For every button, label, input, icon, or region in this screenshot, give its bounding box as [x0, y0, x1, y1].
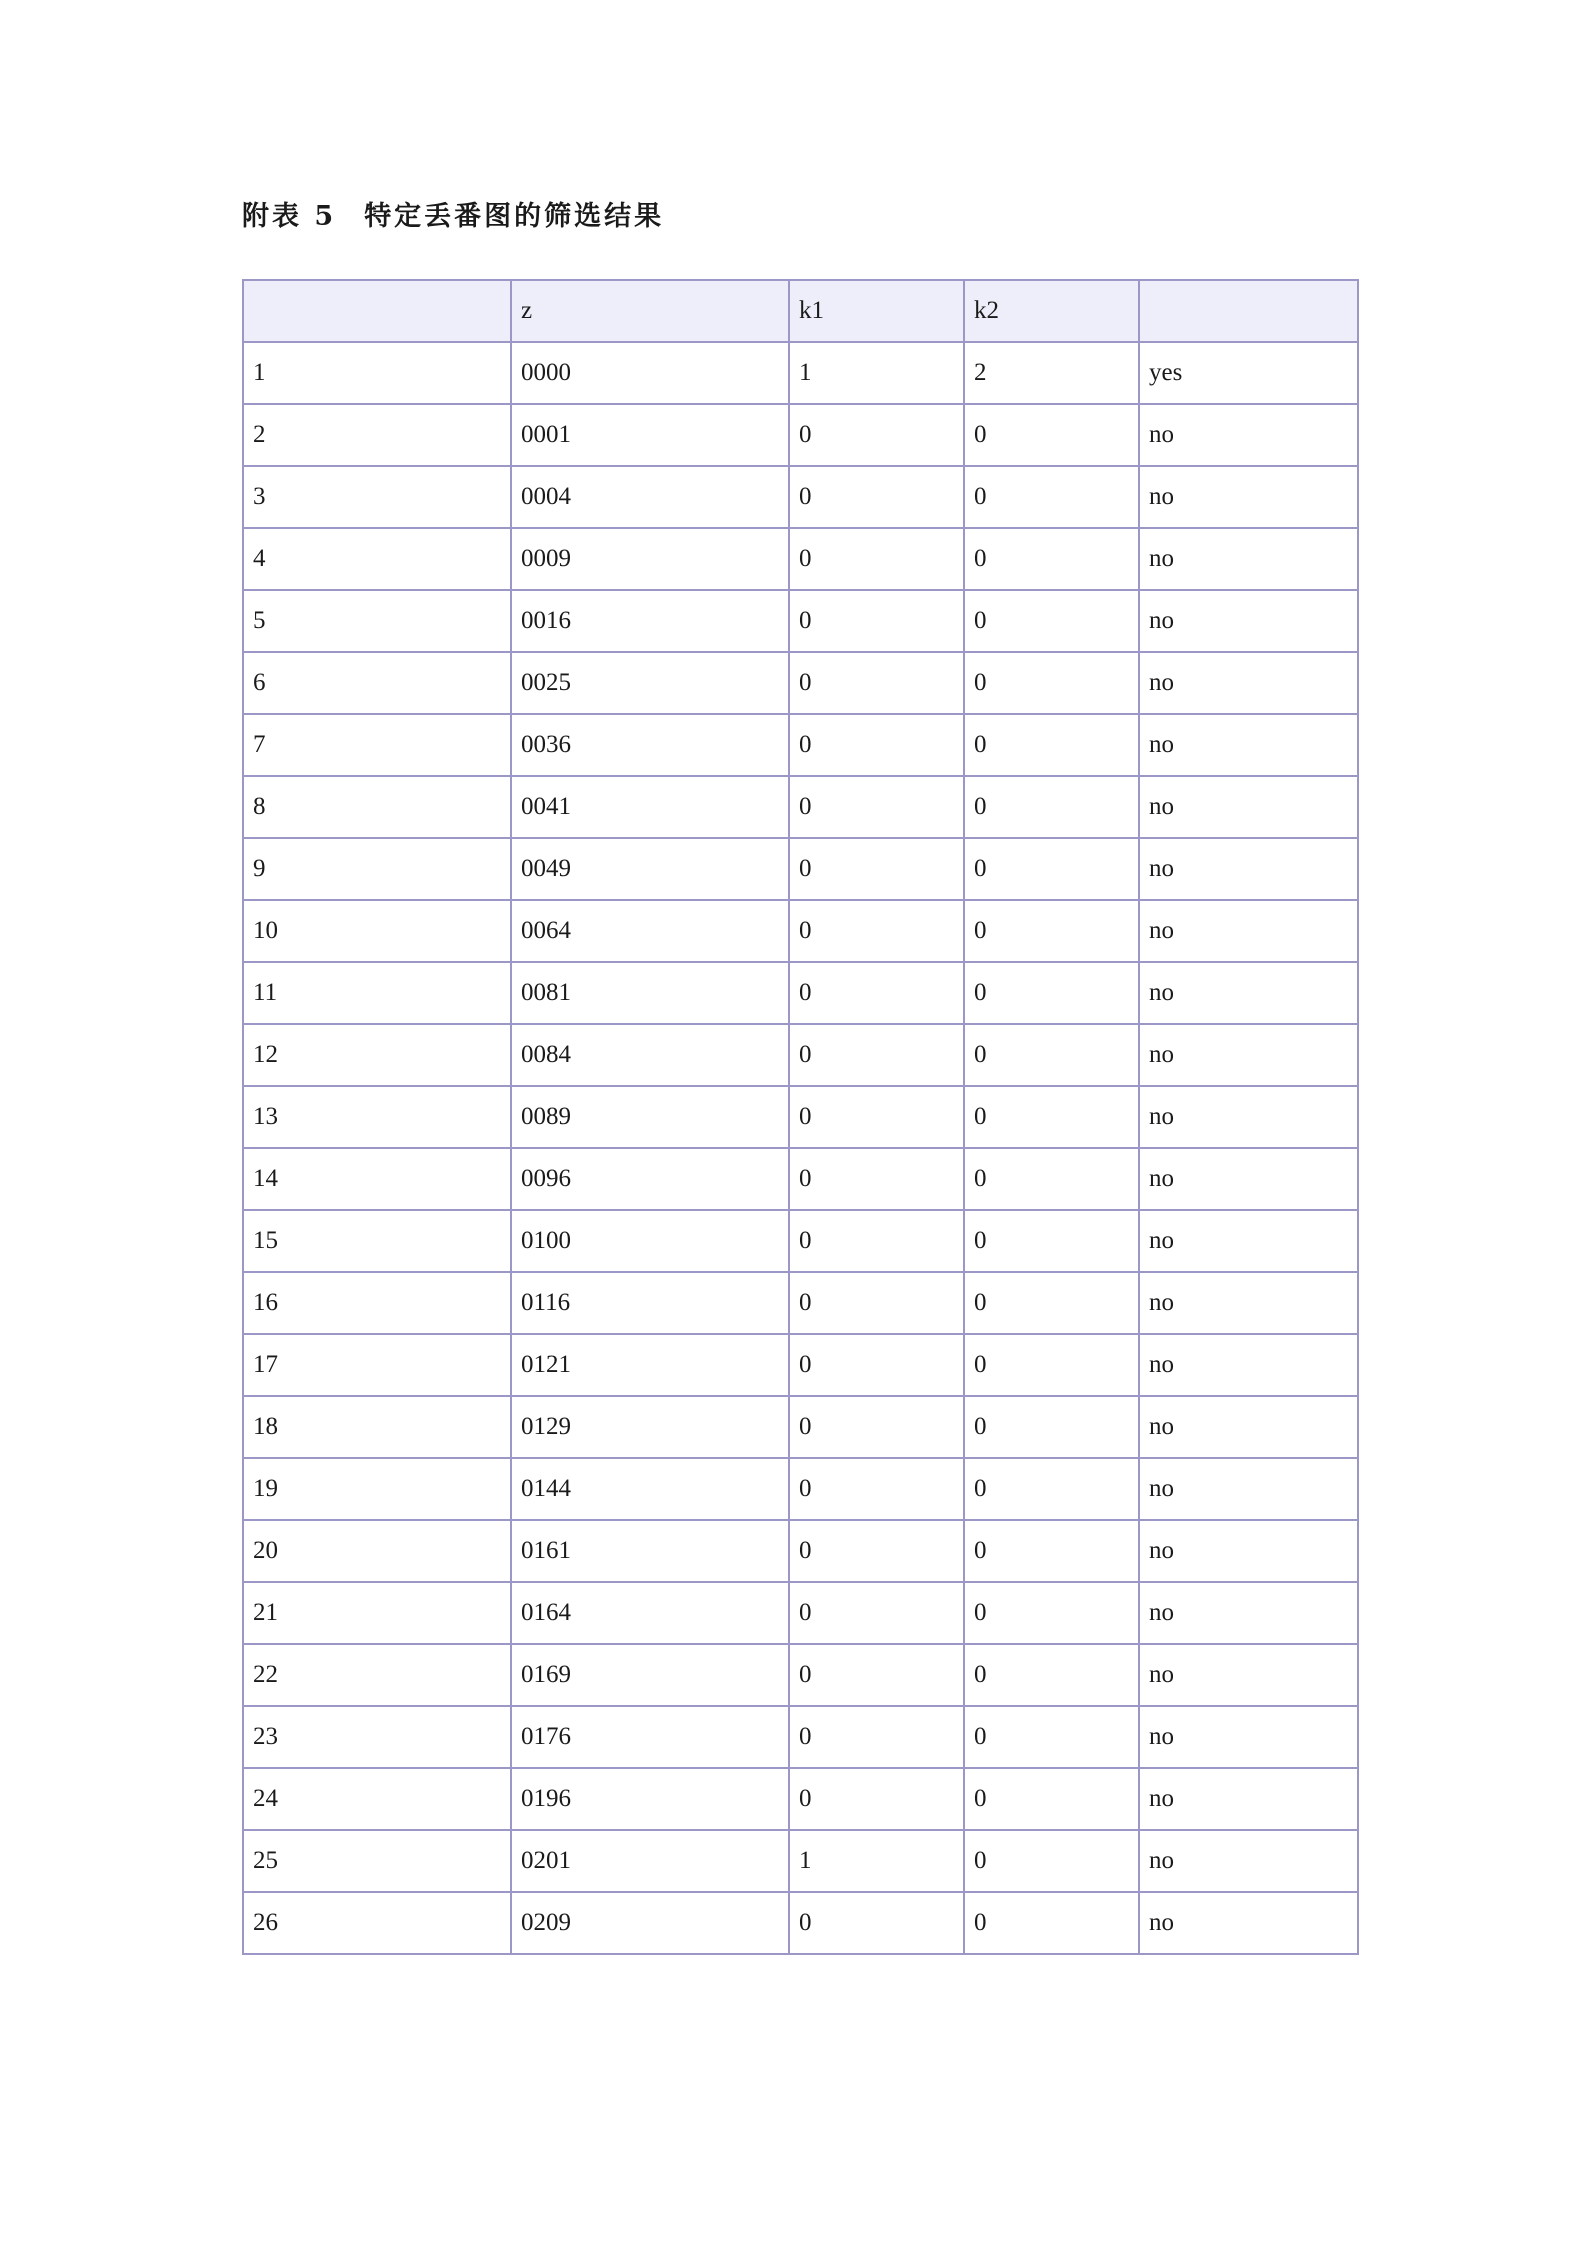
table-row [243, 1210, 1358, 1272]
z-cell: 0209 [511, 1892, 789, 1954]
k2-cell: 0 [964, 590, 1139, 652]
z-cell: 0009 [511, 528, 789, 590]
result-cell: no [1139, 1768, 1358, 1830]
table-row [243, 1582, 1358, 1644]
table-row [243, 1024, 1358, 1086]
result-cell: yes [1139, 342, 1358, 404]
result-cell: no [1139, 1210, 1358, 1272]
z-cell: 0049 [511, 838, 789, 900]
k2-cell: 0 [964, 1830, 1139, 1892]
z-cell: 0064 [511, 900, 789, 962]
k1-cell: 0 [789, 1892, 964, 1954]
index-cell: 20 [243, 1520, 511, 1582]
table-row [243, 1520, 1358, 1582]
k1-cell: 0 [789, 776, 964, 838]
table-row [243, 1396, 1358, 1458]
k1-cell: 0 [789, 838, 964, 900]
header-cell-z: z [511, 280, 789, 342]
table-row [243, 1148, 1358, 1210]
index-cell: 16 [243, 1272, 511, 1334]
table-number: 附表 5 [242, 201, 337, 232]
index-cell: 11 [243, 962, 511, 1024]
k1-cell: 0 [789, 1582, 964, 1644]
k2-cell: 0 [964, 1706, 1139, 1768]
table-title: 特定丢番图的筛选结果 [364, 201, 665, 232]
header-cell-k1: k1 [789, 280, 964, 342]
k1-cell: 0 [789, 714, 964, 776]
k2-cell: 0 [964, 1520, 1139, 1582]
k1-cell: 0 [789, 466, 964, 528]
result-cell: no [1139, 1396, 1358, 1458]
z-cell: 0161 [511, 1520, 789, 1582]
table-row [243, 714, 1358, 776]
result-cell: no [1139, 776, 1358, 838]
index-cell: 18 [243, 1396, 511, 1458]
k1-cell: 0 [789, 1644, 964, 1706]
index-cell: 26 [243, 1892, 511, 1954]
index-cell: 5 [243, 590, 511, 652]
k2-cell: 0 [964, 1086, 1139, 1148]
k1-cell: 0 [789, 1520, 964, 1582]
header-cell-index [243, 280, 511, 342]
k1-cell: 0 [789, 404, 964, 466]
result-cell: no [1139, 1086, 1358, 1148]
result-cell: no [1139, 838, 1358, 900]
result-cell: no [1139, 590, 1358, 652]
table-row [243, 1458, 1358, 1520]
z-cell: 0201 [511, 1830, 789, 1892]
result-cell: no [1139, 1520, 1358, 1582]
k2-cell: 0 [964, 714, 1139, 776]
index-cell: 13 [243, 1086, 511, 1148]
z-cell: 0164 [511, 1582, 789, 1644]
table-row [243, 962, 1358, 1024]
table-row [243, 528, 1358, 590]
result-cell: no [1139, 1644, 1358, 1706]
index-cell: 4 [243, 528, 511, 590]
index-cell: 21 [243, 1582, 511, 1644]
k2-cell: 0 [964, 1148, 1139, 1210]
k2-cell: 0 [964, 528, 1139, 590]
k2-cell: 0 [964, 1210, 1139, 1272]
index-cell: 2 [243, 404, 511, 466]
result-cell: no [1139, 1148, 1358, 1210]
index-cell: 12 [243, 1024, 511, 1086]
index-cell: 10 [243, 900, 511, 962]
table-row [243, 1644, 1358, 1706]
k1-cell: 0 [789, 1396, 964, 1458]
table-row [243, 776, 1358, 838]
result-cell: no [1139, 714, 1358, 776]
table-row [243, 900, 1358, 962]
z-cell: 0096 [511, 1148, 789, 1210]
k1-cell: 0 [789, 900, 964, 962]
table-row [243, 1086, 1358, 1148]
index-cell: 24 [243, 1768, 511, 1830]
table-row [243, 652, 1358, 714]
z-cell: 0081 [511, 962, 789, 1024]
k2-cell: 0 [964, 838, 1139, 900]
k2-cell: 0 [964, 466, 1139, 528]
result-cell: no [1139, 404, 1358, 466]
k2-cell: 0 [964, 404, 1139, 466]
table-row [243, 466, 1358, 528]
table-row [243, 1830, 1358, 1892]
z-cell: 0000 [511, 342, 789, 404]
index-cell: 9 [243, 838, 511, 900]
result-cell: no [1139, 1582, 1358, 1644]
z-cell: 0121 [511, 1334, 789, 1396]
z-cell: 0196 [511, 1768, 789, 1830]
index-cell: 6 [243, 652, 511, 714]
header-cell-result [1139, 280, 1358, 342]
k1-cell: 0 [789, 1086, 964, 1148]
table-body [243, 280, 1358, 1954]
result-cell: no [1139, 962, 1358, 1024]
table-header-row [243, 280, 1358, 342]
k1-cell: 1 [789, 342, 964, 404]
z-cell: 0036 [511, 714, 789, 776]
k1-cell: 0 [789, 1210, 964, 1272]
k1-cell: 0 [789, 1148, 964, 1210]
index-cell: 3 [243, 466, 511, 528]
k2-cell: 0 [964, 962, 1139, 1024]
table-row [243, 838, 1358, 900]
z-cell: 0016 [511, 590, 789, 652]
k1-cell: 0 [789, 528, 964, 590]
z-cell: 0100 [511, 1210, 789, 1272]
table-caption [242, 194, 664, 233]
z-cell: 0041 [511, 776, 789, 838]
z-cell: 0169 [511, 1644, 789, 1706]
k1-cell: 1 [789, 1830, 964, 1892]
z-cell: 0025 [511, 652, 789, 714]
k1-cell: 0 [789, 590, 964, 652]
index-cell: 1 [243, 342, 511, 404]
header-cell-k2: k2 [964, 280, 1139, 342]
table-row [243, 590, 1358, 652]
table-row [243, 1892, 1358, 1954]
table-row [243, 342, 1358, 404]
result-cell: no [1139, 900, 1358, 962]
index-cell: 23 [243, 1706, 511, 1768]
index-cell: 17 [243, 1334, 511, 1396]
k2-cell: 0 [964, 1644, 1139, 1706]
k1-cell: 0 [789, 1458, 964, 1520]
result-cell: no [1139, 1706, 1358, 1768]
index-cell: 14 [243, 1148, 511, 1210]
k2-cell: 0 [964, 1024, 1139, 1086]
result-cell: no [1139, 652, 1358, 714]
z-cell: 0004 [511, 466, 789, 528]
k2-cell: 0 [964, 1458, 1139, 1520]
result-cell: no [1139, 1334, 1358, 1396]
k2-cell: 0 [964, 1768, 1139, 1830]
result-cell: no [1139, 466, 1358, 528]
index-cell: 7 [243, 714, 511, 776]
result-cell: no [1139, 1458, 1358, 1520]
z-cell: 0084 [511, 1024, 789, 1086]
z-cell: 0001 [511, 404, 789, 466]
result-cell: no [1139, 1830, 1358, 1892]
k2-cell: 0 [964, 1396, 1139, 1458]
z-cell: 0116 [511, 1272, 789, 1334]
k2-cell: 2 [964, 342, 1139, 404]
k1-cell: 0 [789, 962, 964, 1024]
index-cell: 15 [243, 1210, 511, 1272]
k2-cell: 0 [964, 1892, 1139, 1954]
k1-cell: 0 [789, 1706, 964, 1768]
result-cell: no [1139, 1892, 1358, 1954]
k1-cell: 0 [789, 1024, 964, 1086]
k1-cell: 0 [789, 1272, 964, 1334]
results-table [242, 279, 1359, 1955]
result-cell: no [1139, 528, 1358, 590]
k2-cell: 0 [964, 1582, 1139, 1644]
index-cell: 19 [243, 1458, 511, 1520]
table-row [243, 1272, 1358, 1334]
result-cell: no [1139, 1272, 1358, 1334]
table-row [243, 1768, 1358, 1830]
z-cell: 0089 [511, 1086, 789, 1148]
k2-cell: 0 [964, 1334, 1139, 1396]
k2-cell: 0 [964, 776, 1139, 838]
index-cell: 8 [243, 776, 511, 838]
z-cell: 0129 [511, 1396, 789, 1458]
table-row [243, 1706, 1358, 1768]
k1-cell: 0 [789, 1768, 964, 1830]
z-cell: 0144 [511, 1458, 789, 1520]
table-row [243, 1334, 1358, 1396]
table-row [243, 404, 1358, 466]
k2-cell: 0 [964, 652, 1139, 714]
result-cell: no [1139, 1024, 1358, 1086]
k1-cell: 0 [789, 652, 964, 714]
k2-cell: 0 [964, 1272, 1139, 1334]
k2-cell: 0 [964, 900, 1139, 962]
k1-cell: 0 [789, 1334, 964, 1396]
z-cell: 0176 [511, 1706, 789, 1768]
index-cell: 25 [243, 1830, 511, 1892]
index-cell: 22 [243, 1644, 511, 1706]
